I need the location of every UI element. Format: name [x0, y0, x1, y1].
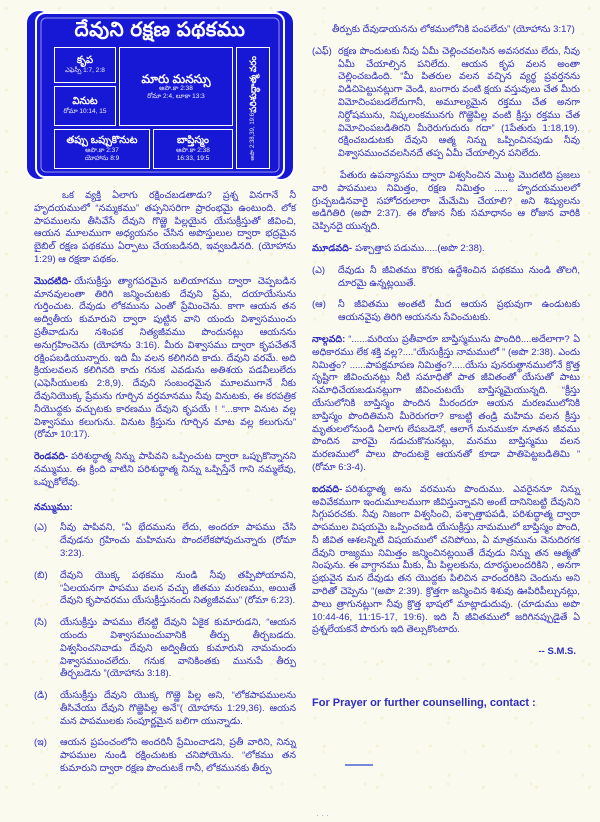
item-marker: (డి)	[34, 690, 48, 702]
first-point-paragraph	[34, 276, 296, 442]
cell-holy-spirit-gift	[236, 47, 270, 169]
item-marker: (ఇ)	[34, 737, 47, 749]
fifth-point-paragraph	[312, 484, 580, 638]
second-point-lead: రెండవది-	[34, 451, 69, 463]
contact-underline	[345, 764, 373, 766]
paragraph-text: పరిశుద్ధాత్మ అను వరమును పొందుము. ఎవరైననూ నిన్ను అవివేకముగా ఇందుమూలముగా జీవిస్తున్నావని అంటే దానినిబట్టి దేవునిని సిగ్గుపరచకు. నీవు నిజంగా విశ్వసించి, పశ్చాత్తాపపడి, పరిశుద్ధాత్మ ద్వారా పాపముల విషయమై ఒప్పించబడి యేసుక్రీస్తు నామములో బాప్తిస్మం పొంది, నీ జీవిత ఆశలన్నిటి విషయములో చనిపోయి, ఏ మాత్రమును వెనుదిరగక దేవుని రాజ్యము నిమిత్తం జన్మించినట్లయితే దేవుడు నిన్ను తన ఆత్మతో నింపును. ఈ వాగ్దానము మీకు, మీ పిల్లలకును, దూరస్థులందరికిని , అనగా ప్రభువైన మన దేవుడు తన యొద్దకు పిలిచిన వారందరికిని చెందును అని వారితో చెప్పెను “(అపొ 2:39). క్రొత్తగా జన్మించిన శిశువు ఊపిరిపీల్చునట్లు, పాలు త్రాగునట్లుగా నీవు క్రొత్త భాషలో మాట్లాడుదువు. (చూడుము అపొ 10:44-46, 11:15-17, 19:6). ఇది నీ జీవితములో జరిగినప్పుడైతే ఏ ప్రశ్నలేయకనే పొరుగు ఇది తెల్సుకొంటారు.	[312, 483, 580, 636]
cell-grace	[54, 47, 116, 83]
diagram-title: దేవుని రక్షణ పథకము	[74, 19, 246, 41]
paragraph-text: నీ జీవితము అంతటి మీద ఆయన ప్రభువుగా ఉండుటకు ఆయనవైపు తిరిగి ఆయనను సేవించుటకు.	[338, 299, 580, 324]
third-point-paragraph	[312, 243, 580, 256]
grace-label: కృప	[76, 55, 94, 66]
repent-item-a	[312, 265, 580, 291]
list-item-e	[34, 737, 296, 775]
paragraph-text: యేసుక్రీస్తు పాపము లేనట్టి దేవుని ఏకైక కుమారుడని, “ఆయన యందు విశ్వాసముంచువానికి తీర్పు తీర్చబడదు. విశ్వసించనివాడు దేవుని అద్వితీయ కుమారుని నామమందు విశ్వాసముంచలేదు. గనుక వానికింతకు మునుపే తీర్పు తీర్చబడెను ”(యోహాను 3:18).	[60, 617, 296, 680]
paragraph-text: నీవు పాపివని, “ఏ భేదమును లేదు, అందరూ పాపము చేసి దేవుడను గ్రహించు మహిమను పొందలేకపోవుచున్నారు (రోమా 3:23).	[60, 522, 296, 559]
list-item-f	[312, 46, 580, 161]
diagram-table	[54, 47, 270, 169]
fourth-point-lead: నాల్గవది:	[312, 333, 346, 345]
repent-item-aa	[312, 299, 580, 325]
peter-sermon-paragraph	[312, 170, 580, 234]
signature: -- S.M.S.	[538, 646, 576, 658]
grace-ref: ఎఫెస్సీ 1:7, 2:8	[65, 67, 105, 74]
cell-confession	[54, 129, 150, 169]
paragraph-text: దేవుని యొక్క పథకము నుండి నీవు తప్పిపోయావని, “ఏలయనగా పాపము వలన వచ్చు జీతము మరణము, అయితే దేవుని కృపావరము యేసుక్రీస్తునందు నిత్యజీవము” (రోమా 6:23).	[60, 569, 296, 607]
baptism-ref: అపొ.కా 2:38	[176, 147, 210, 154]
paragraph-text: పరిశుద్ధాత్మ నిన్ను పాపివని ఒప్పించుట ద్వారా ఒప్పుకొన్నానని నమ్ముము. ఈ క్రింది వాటిని పరిశుద్ధాత్మ నిన్ను ఒప్పిస్తేనే గాని నమ్మలేవు, ఒప్పుకోలేవు.	[34, 451, 296, 488]
hearing-ref: రోమా 10:14, 15	[63, 108, 107, 115]
hearing-label: వినుట	[72, 96, 98, 107]
scan-stray-marks: ···	[316, 810, 331, 820]
confession-label: తప్పు ఒప్పుకొనుట	[66, 135, 138, 146]
paragraph-text: “......మరియు ప్రతీవారూ బాప్తిస్మమును పొందిరి....అదేలాగా? ఏ అధికారము లేక శక్తి వల్ల?....“యేసుక్రీస్తు నామములో ” (అపొ 2:38). ఎందు నిమిత్తం? ......పాపక్షమాపణ నిమిత్తం?.....యేసు పునరుత్థానములోనే క్రొత్త సృష్టిగా జీవించునట్లు నీటి సమాధితో పాత జీవితంతో యేసుతో పాటు సమాధిచేయబడునట్లుగా జీవించుటయే బాప్తిస్మమైయున్నది. “క్రీస్తు యేసులోనికి బాప్తిస్మం పొందిన మీరందరూ ఆయన మరణములోనికి బాప్తిస్మం పొందితిమని మీరెరుగరా? కాబట్టి తండ్రి మహిమ వలన క్రీస్తు మృతులలోనుండి ఏలాగు లేపబడెనో, ఆలాగే మనముకూ నూతన జీవము పొందిన వారమై నడుచుకొనునట్లు, మనము బాప్తిస్మము వలన మరణములో పాలు పొందుటకై ఆయనతో కూడా పాతిపెట్టబడితిమి ” (రోమా 6:3-4).	[312, 333, 580, 473]
paragraph-text: యేసుక్రీస్తు దేవుని యొక్క గొఱ్ఱె పిల్ల అని, “లోకపాపములను తీసివేయు దేవుని గొఱ్ఱెపిల్ల అనే”( యోహాను 1:29,36). ఆయన మన పాపములకు సంపూర్ణమైన బలిగా యున్నాడు.	[60, 690, 296, 727]
item-marker: (ఎ)	[312, 264, 326, 276]
cell-baptism	[153, 129, 233, 169]
believe-heading: నమ్ముము:	[34, 501, 73, 513]
list-item-d	[34, 690, 296, 728]
salvation-plan-diagram	[24, 3, 296, 187]
item-marker: (ఎఫ్)	[312, 45, 332, 57]
cell-repentance	[119, 47, 233, 126]
repentance-ref: అపొ.కా 2:38	[159, 84, 193, 92]
intro-paragraph	[34, 190, 296, 267]
fifth-point-lead: ఐదవది-	[312, 483, 343, 495]
paragraph-text: దేవుడు నీ జీవితము కొరకు ఉద్దేశించిన పథకము నుండి తొలగి, దూరమై ఉన్నట్లయితే.	[338, 264, 580, 289]
list-item-c	[34, 617, 296, 681]
second-point-paragraph	[34, 451, 296, 489]
paragraph-text: రక్షణ పొందుటకు నీవు ఏమీ చెల్లించవలసిన అవసరము లేదు, నీవు ఏమీ చేయాల్సిన పనిలేదు. ఆయన కృప వలన అంతా చెల్లించబడింది. “మీ పితరుల వలన వచ్చిన వ్యర్థ ప్రవర్తనను విడిచిపెట్టునట్లుగా వెండి, బంగారు వంటి క్షయ వస్తువులు చేత మీరు విమోచింపబడలేదుగానీ, అమూల్యమైన రక్తము చేత అనగా నిర్దోషమును, నిష్కలంకమునగు గొఱ్ఱెపిల్ల వంటి క్రీస్తు రక్తము చేత విమోచింపబడితిరని మీరెరుగుదురు గదా” (1పేతురు 1:18,19). రక్షించబడుటకు దేవుని ఆత్మ నిన్ను ఒప్పించినపుడు నీవు విశ్వాసముంచవలసినదే తప్ప ఏమీ చేయాల్సిన పనిలేదు.	[338, 45, 580, 160]
repentance-ref2: రోమా 2:4, లూకా 13:3	[147, 92, 205, 100]
first-point-lead: మొదటిది-	[34, 275, 72, 287]
paragraph-text: పశ్చాత్తాప పడుము.....(అపొ 2:38).	[355, 242, 485, 254]
item-marker: (ఎ)	[34, 522, 48, 534]
baptism-label: బాప్తిస్మం	[177, 135, 209, 146]
quote-continuation	[312, 24, 580, 37]
right-column	[312, 24, 580, 719]
item-marker: (సి)	[34, 617, 47, 629]
holy-spirit-label: పరిశుద్ధాత్మ వరం	[247, 55, 258, 113]
paragraph-text: ఒక వ్యక్తి ఏలాగు రక్షించబడతాడు? ప్రశ్న వినగానే నీ హృదయములో “నమ్మకము” తప్పనిసరిగా ప్రారంభమై ఉంటుంది. లోక పాపములను తీసివేసే దేవుని గొఱ్ఱె పిల్లయైన యేసుక్రీస్తుతో జీవించి, ఆయన మూలముగా అధ్యయనం చేసిన అపొస్తులుల ద్వారా భద్రమైన బైబిల్ రక్షణ పథకము ఏర్పాటు చేయబడినది, ఇవ్వబడినది. (యోహాను 1:29) ఆ రక్షణా పథకం.	[34, 190, 296, 265]
baptism-ref2: 16:33, 19:5	[176, 155, 210, 162]
fourth-point-paragraph	[312, 334, 580, 475]
paragraph-text: తీర్పుకు దేవుడాయనను లోకములోనికి పంపలేదు” (యోహాను 3:17)	[332, 24, 575, 35]
contact-line-text: For Prayer or further counselling, contact :	[312, 697, 536, 710]
repentance-label: మారు మనస్సు	[141, 71, 211, 86]
confession-ref: అపొ.కా 2:37	[85, 147, 119, 154]
list-item-b	[34, 570, 296, 608]
cell-hearing	[54, 86, 116, 126]
list-item-a	[34, 522, 296, 560]
confession-ref2: యోహాను 8:9	[84, 155, 120, 162]
item-marker: (బి)	[34, 569, 48, 581]
paragraph-text: పేతురు ఉపన్యాసము ద్వారా విశ్వసించిన మొట్ట మొదటిది ప్రజలు వారి పాపములు నిమిత్తం, రక్షణ నిమిత్తం ..... హృదయములలో గ్రుచ్చబడినవారై సహోదరులారా మేమేమి చేయాలి? అని శిష్యులను అడిగితిరి (అపొ 2:37). ఈ రోజున నీకు సమాధానం ఆ రోజున వారికి చెప్పినదై యున్నది.	[312, 169, 580, 233]
third-point-lead: మూడవది-	[312, 242, 353, 254]
holy-spirit-ref: అపొ 2:38,39, 19:6	[250, 112, 256, 161]
paragraph-text: యేసుక్రీస్తు త్యాగపరమైన బలియాగము ద్వారా చెప్పబడిన మానవులంతా తిరిగి జన్మించుటకు దేవుని ప్రేమ, దయాయేసును గుర్తించుట. దేవుడు లోకమును ఎంతో ప్రేమించెను. కాగా ఆయన తన అద్వితీయ కుమారుని ద్వారా పుట్టిన వాని యందు విశ్వాసముంచు ప్రతీవాడును నశింపక నిత్యజీవము పొందునట్లు ఆయనను అనుగ్రహించెను (యోహాను 3:16). మీరు విశ్వాసము ద్వారా కృపచేతనే రక్షింపబడియున్నారు. ఇది మీ వలన కలిగినది కాదు. దేవుని వరమే. అది క్రియలవలన కలిగినది కాదు గనుక ఎవడును అతిశయ పడవీలులేదు (ఎఫెసీయులకు 2:8,9). దేవుని సంబంధమైన మూలముగానే నీకు దేవునియొక్క ప్రేమను గూర్చిన వర్తమానము నీవు వినుటకు, ఈ కరపత్రిక నీయొద్దకు వచ్చుటకు కారణము దేవుని కృపయే ! “...కాగా వినుట వల్ల విశ్వాసము కలుగును. వినుట క్రీస్తును గూర్చిన మాట వల్ల కలుగును” (రోమా 10:17).	[34, 275, 296, 441]
paragraph-text: ఆయన ప్రపంచంలోని అందరినీ ప్రేమించాడని, ప్రతీ వారిని, నిన్ను పాపముల నుండి రక్షించుటకు చనిపోయెను. “లోకము తన కుమారుని ద్వారా రక్షణ పొందుటకే గానీ, లోకమునకు తీర్పు	[60, 737, 296, 775]
item-marker: (ఆ)	[312, 299, 326, 311]
left-column	[34, 190, 296, 785]
